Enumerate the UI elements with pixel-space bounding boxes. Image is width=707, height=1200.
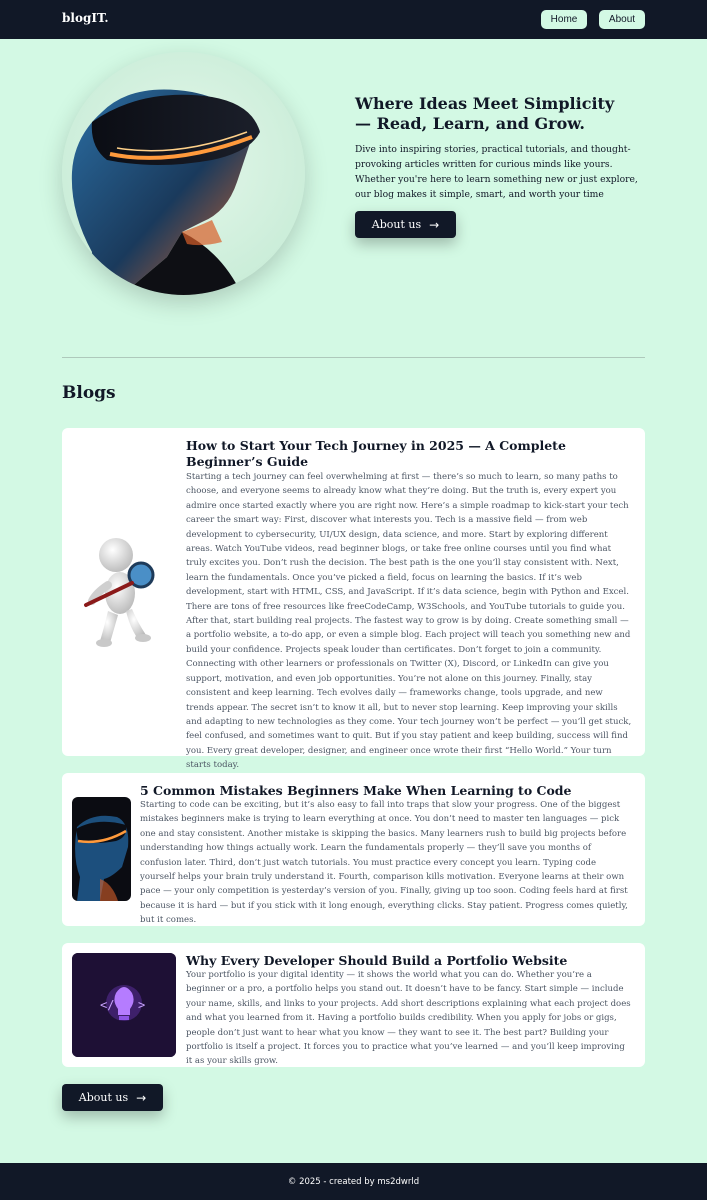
nav-home-button[interactable]: Home <box>541 10 587 29</box>
vr-headset-portrait-image <box>72 797 131 901</box>
brand-logo[interactable]: blogIT. <box>62 11 109 25</box>
figure-with-magnifying-glass-image <box>82 533 162 648</box>
bottom-about-label: About us <box>78 1091 129 1104</box>
hero-about-button[interactable] <box>355 211 456 238</box>
top-navbar <box>0 0 707 39</box>
bottom-about-button[interactable] <box>62 1084 163 1111</box>
arrow-right-icon: → <box>429 217 440 232</box>
blog-title[interactable]: How to Start Your Tech Journey in 2025 — A Complete Beginner’s Guide <box>186 438 566 469</box>
hero-about-label: About us <box>371 218 422 231</box>
blog-card[interactable] <box>62 428 645 771</box>
blogs-heading: Blogs <box>62 383 116 403</box>
vr-headset-portrait-illustration <box>62 52 305 295</box>
svg-text:</: </ <box>100 998 115 1012</box>
arrow-right-icon: → <box>136 1090 147 1105</box>
blog-title[interactable]: 5 Common Mistakes Beginners Make When Learning to Code <box>140 783 572 798</box>
svg-text:>: > <box>138 998 146 1012</box>
blog-body: Starting to code can be exciting, but it’s also easy to fall into traps that slow your progress. One of the biggest mistakes beginners make is trying to learn everything at once. You don’t need to master ten languages — pick one and stay consistent. Another mistake is skipping the basics. Many learners rush to build big projects before understanding how things actually work. Learn the fundamentals properly — they’ll save you months of confusion later. Third, don’t just watch tutorials. You must practice every concept you learn. Typing code yourself helps your brain truly understand it. Fourth, comparison kills motivation. Everyone learns at their own pace — your only competition is yesterday’s version of you. Finally, giving up too soon. Coding feels hard at first because it is hard — but if you stick with it long enough, everything clicks. Stay patient. Progress comes quietly, but it comes. <box>140 800 628 926</box>
lightbulb-code-image <box>72 953 176 1057</box>
section-divider <box>62 357 645 358</box>
footer-text: © 2025 - created by ms2dwrld <box>287 1176 420 1187</box>
hero-image <box>62 52 305 295</box>
blog-title[interactable]: Why Every Developer Should Build a Portfolio Website <box>186 953 568 968</box>
blog-card[interactable] <box>62 943 645 1067</box>
hero-description: Dive into inspiring stories, practical tutorials, and thought-provoking articles written for curious minds like yours. Whether you're here to learn something new or just explore, our blog makes it simple, smart, and worth your time <box>355 144 638 200</box>
blog-body: Your portfolio is your digital identity — it shows the world what you can do. Whether you’re a beginner or a pro, a portfolio helps you stand out. It doesn’t have to be fancy. Start simple — include your name, skills, and links to your projects. Add short descriptions explaining what each project does and what you learned from it. Having a portfolio builds credibility. When you apply for jobs or gigs, people don’t just want to hear what you know — they want to see it. The best part? Building your portfolio is itself a project. It forces you to practice what you’ve learned — and you’ll keep improving it as your skills grow. <box>186 970 631 1067</box>
nav-about-button[interactable]: About <box>599 10 645 29</box>
footer <box>0 1163 707 1200</box>
hero-title: Where Ideas Meet Simplicity — Read, Learn, and Grow. <box>355 94 615 133</box>
blog-card[interactable] <box>62 773 645 926</box>
blog-body: Starting a tech journey can feel overwhelming at first — there’s so much to learn, so many paths to choose, and everyone seems to already know what they’re doing. But the truth is, every expert you admire once started exactly where you are right now. Here’s a simple roadmap to kick-start your tech career the smart way: First, discover what interests you. Tech is a massive field — from web development to cybersecurity, UI/UX design, data science, and more. Start by exploring different areas. Watch YouTube videos, read beginner blogs, or take free online courses until you find what truly excites you. Don’t rush the decision. The best path is the one you’ll stay consistent with. Next, learn the fundamentals. Once you’ve picked a field, focus on learning the basics. If it’s web development, start with HTML, CSS, and JavaScript. If it’s data science, begin with Python and Excel. There are tons of free resources like freeCodeCamp, W3Schools, and YouTube tutorials to guide you. After that, start building real projects. The fastest way to grow is by doing. Create something small — a portfolio website, a to-do app, or even a simple blog. Each project will teach you something new and build your confidence. Projects speak louder than certificates. Don’t forget to join a community. Connecting with other learners or professionals on Twitter (X), Discord, or LinkedIn can give you support, motivation, and even job opportunities. You’re not alone on this journey. Finally, stay consistent and keep learning. Tech evolves daily — frameworks change, tools upgrade, and new trends appear. The secret isn’t to know it all, but to never stop learning. Keep improving your skills and adapting to new technologies as they come. Your tech journey won’t be perfect — you’ll get stuck, feel confused, and sometimes want to quit. But if you stay patient and keep building, success will find you. Every great developer, designer, and engineer once wrote their first “Hello World.” Your turn starts today. <box>186 472 632 771</box>
